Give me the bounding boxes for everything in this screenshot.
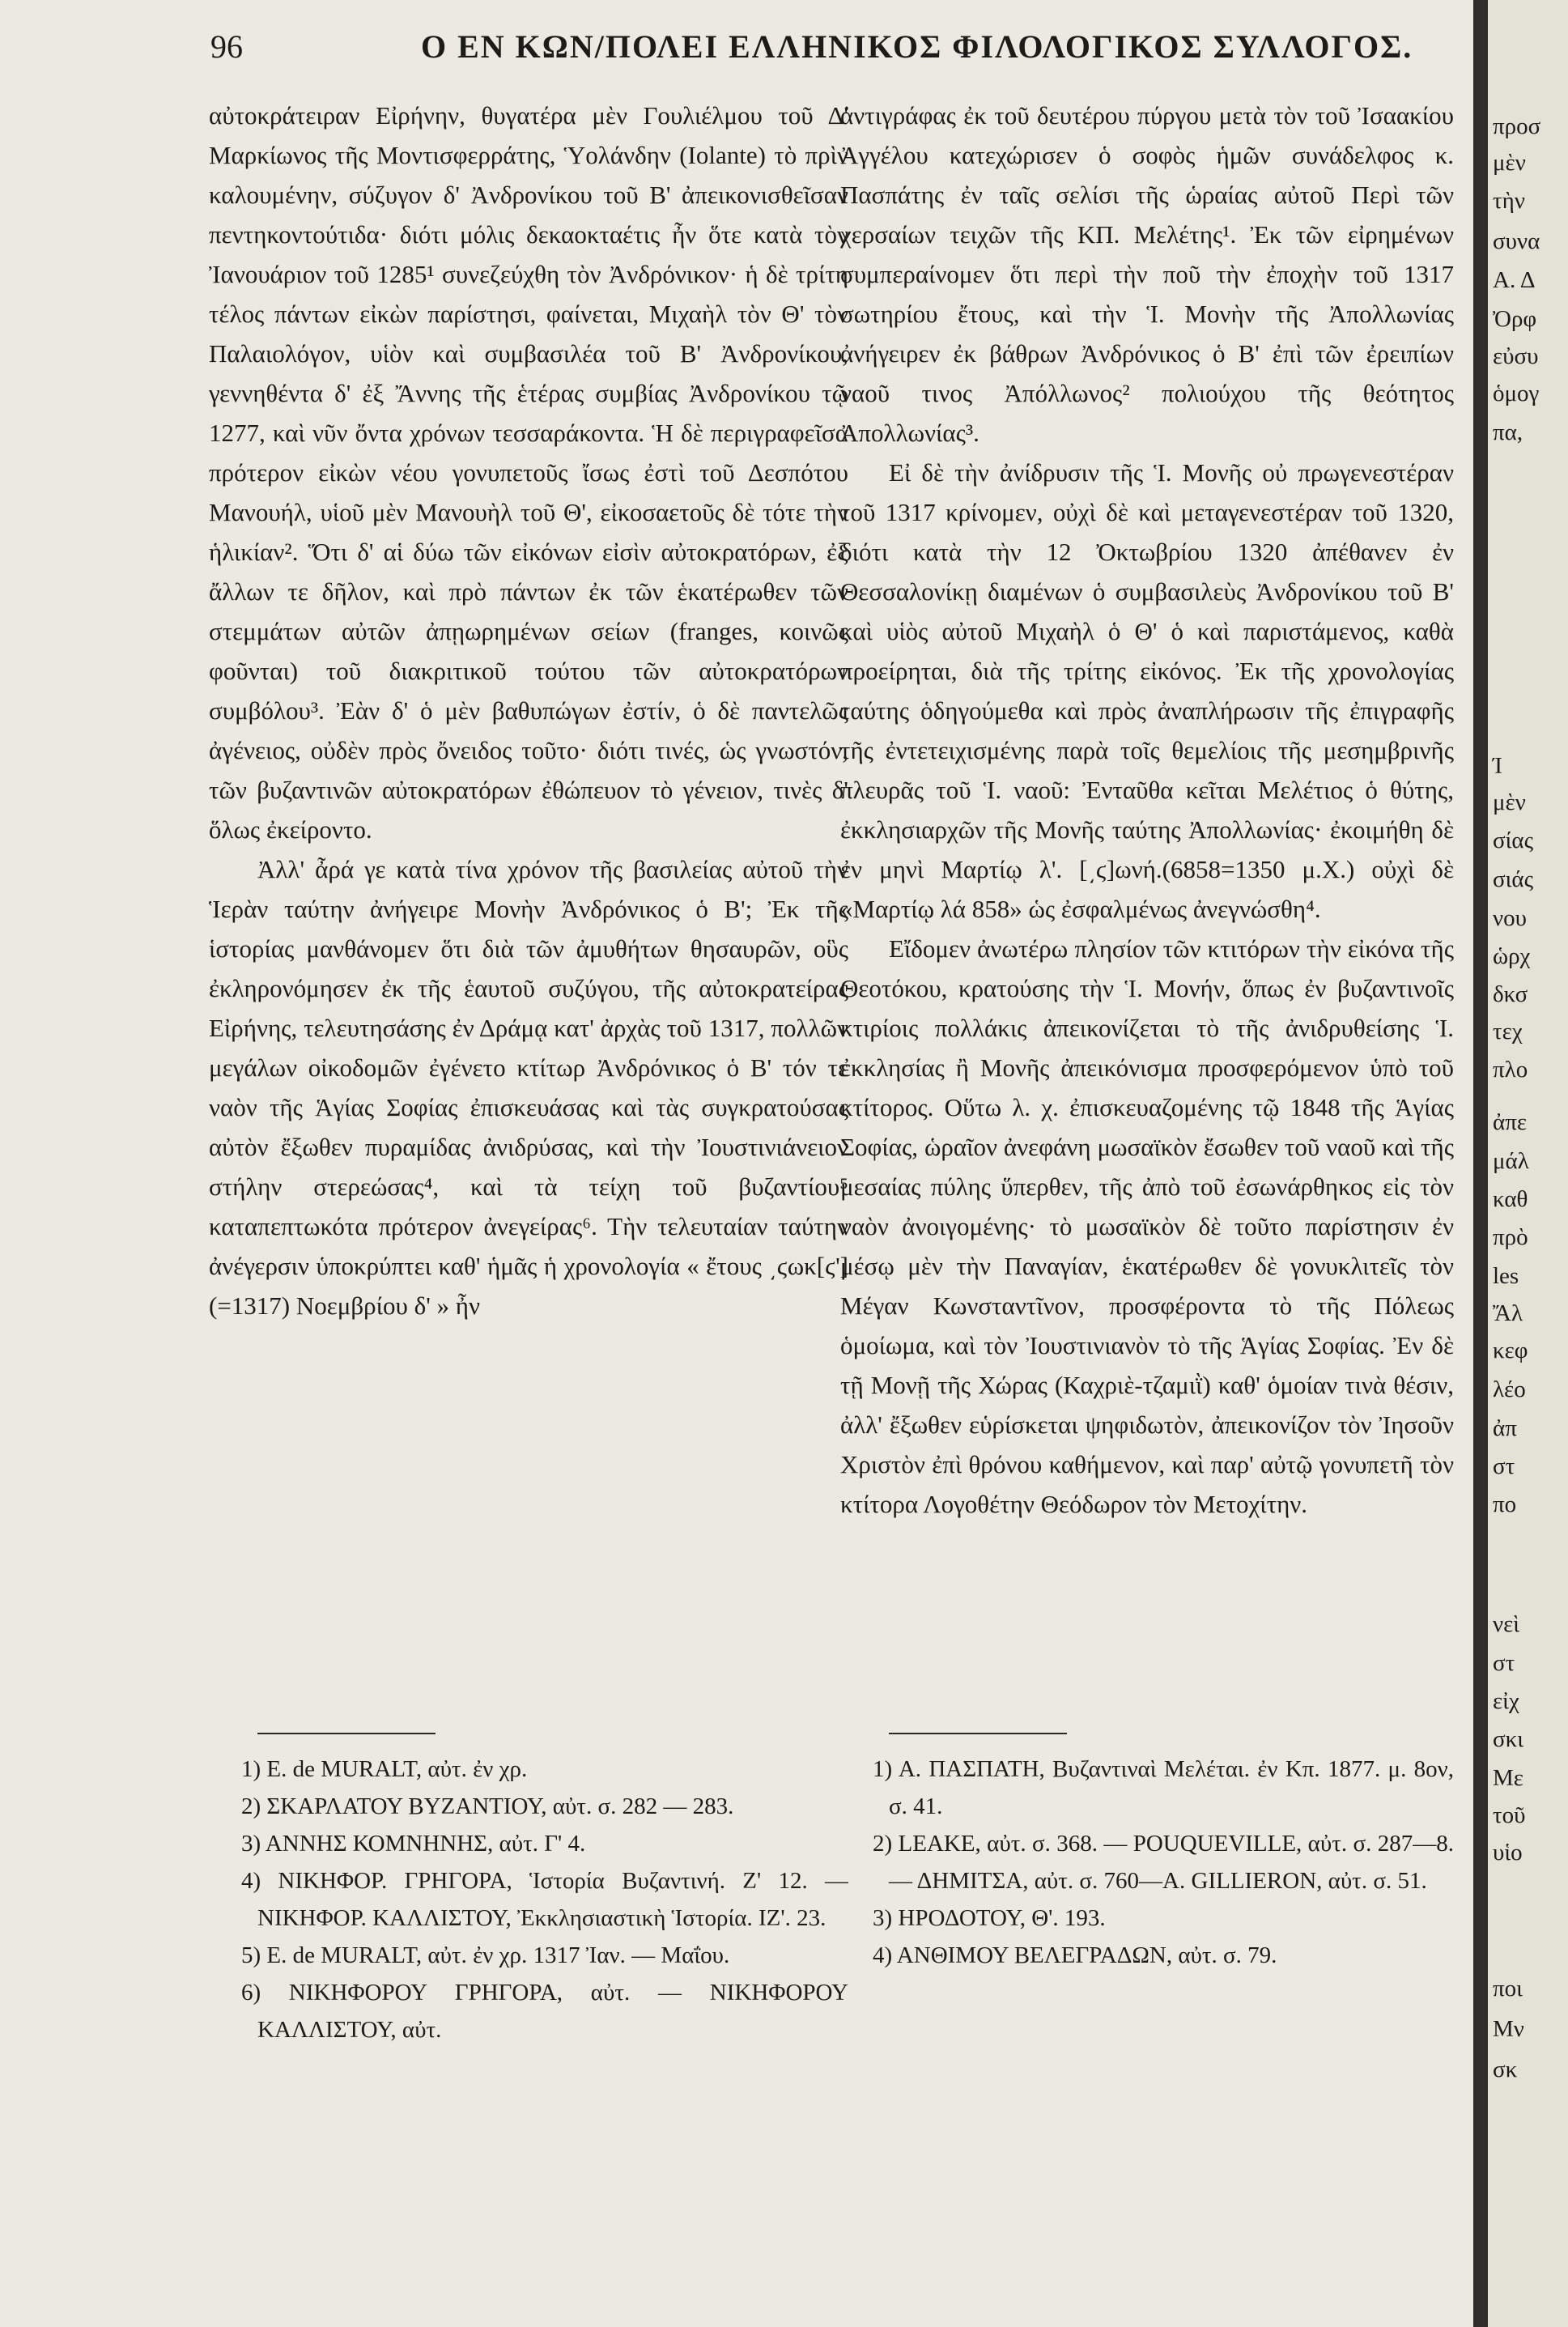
- adjacent-page-fragment: ὁμογ: [1493, 381, 1540, 406]
- adjacent-page-fragment: ὡρχ: [1493, 943, 1531, 969]
- adjacent-page-fragment: ἀπε: [1493, 1109, 1528, 1135]
- footnote-rule: [257, 1733, 436, 1734]
- footnote: 1) Α. ΠΑΣΠΑΤΗ, Βυζαντιναὶ Μελέται. ἐν Κπ. 1877. μ. 8ον, σ. 41.: [873, 1756, 1454, 1819]
- adjacent-page-fragment: υἱο: [1493, 1840, 1523, 1865]
- footnote: 6) ΝΙΚΗΦΟΡΟΥ ΓΡΗΓΟΡΑ, αὐτ. — ΝΙΚΗΦΟΡΟΥ ΚΑΛΛΙΣΤΟΥ, αὐτ.: [241, 1980, 848, 2043]
- adjacent-page-fragment: προσ: [1493, 113, 1541, 139]
- adjacent-page-fragment: σκι: [1493, 1726, 1524, 1752]
- adjacent-page-fragment: Ὀρφ: [1493, 306, 1537, 332]
- left-footnotes: [209, 1751, 848, 2048]
- paragraph: Ἀλλ' ἆρά γε κατὰ τίνα χρόνον τῆς βασιλείας αὐτοῦ τὴν Ἱερὰν ταύτην ἀνήγειρε Μονὴν Ἀνδρόνικος ὁ Β'; Ἐκ τῆς ἱστορίας μανθάνομεν ὅτι διὰ τῶν ἀμυθήτων θησαυρῶν, οὓς ἐκληρονόμησεν ἐκ τῆς ἑαυτοῦ συζύγου, τῆς αὐτοκρατείρας Εἰρήνης, τελευτησάσης ἐν Δράμᾳ κατ' ἀρχὰς τοῦ 1317, πολλῶν μεγάλων οἰκοδομῶν ἐγένετο κτίτωρ Ἀνδρόνικος ὁ Β' τόν τε ναὸν τῆς Ἁγίας Σοφίας ἐπισκευάσας καὶ τὰς συγκρατούσας αὐτὸν ἔξωθεν πυραμίδας ἀνιδρύσας, καὶ τὴν Ἰουστινιάνειον στήλην στερεώσας⁴, καὶ τὰ τείχη τοῦ βυζαντίου⁵ καταπεπτωκότα πρότερον ἀνεγείρας⁶. Τὴν τελευταίαν ταύτην ἀνέγερσιν ὑποκρύπτει καθ' ἡμᾶς ἡ χρονολογία « ἔτους ͵ϛωκ[ϛ'](=1317) Νοεμβρίου δ' » ἦν: [209, 855, 848, 1320]
- left-body-text: [209, 96, 848, 1715]
- adjacent-page-fragment: εὐσυ: [1493, 343, 1539, 369]
- adjacent-page-fragment: πα,: [1493, 419, 1523, 445]
- footnote: 2) ΣΚΑΡΛΑΤΟΥ ΒΥΖΑΝΤΙΟΥ, αὐτ. σ. 282 — 283.: [241, 1793, 734, 1819]
- adjacent-page-fragment: σιάς: [1493, 866, 1534, 892]
- footnote: 2) LEAKE, αὐτ. σ. 368. — POUQUEVILLE, αὐτ. σ. 287—8. — ΔΗΜΙΤΣΑ, αὐτ. σ. 760—Α. GILLIERON, αὐτ. σ. 51.: [873, 1831, 1454, 1894]
- adjacent-page-edge: [1488, 0, 1568, 2327]
- left-column: [209, 96, 848, 2314]
- adjacent-page-fragment: συνα: [1493, 228, 1540, 254]
- footnote: 5) E. de MURALT, αὐτ. ἐν χρ. 1317 Ἰαν. — Μαΐου.: [241, 1942, 730, 1968]
- adjacent-page-fragment: καθ: [1493, 1186, 1528, 1212]
- footnote: 4) ΑΝΘΙΜΟΥ ΒΕΛΕΓΡΑΔΩΝ, αὐτ. σ. 79.: [873, 1942, 1277, 1968]
- right-body-text: [840, 96, 1454, 1715]
- adjacent-page-fragment: τὴν: [1493, 188, 1525, 214]
- adjacent-page-fragment: σίας: [1493, 827, 1534, 853]
- adjacent-page-fragment: Ἄλ: [1493, 1300, 1523, 1326]
- running-title: Ο ΕΝ ΚΩΝ/ΠΟΛΕΙ ΕΛΛΗΝΙΚΟΣ ΦΙΛΟΛΟΓΙΚΟΣ ΣΥΛΛΟΓΟΣ.: [421, 28, 1413, 65]
- page-number: 96: [210, 28, 243, 65]
- adjacent-page-fragment: Με: [1493, 1765, 1523, 1791]
- adjacent-page-fragment: τεχ: [1493, 1019, 1523, 1044]
- adjacent-page-fragment: εἰχ: [1493, 1688, 1519, 1714]
- adjacent-page-fragment: πρὸ: [1493, 1224, 1528, 1250]
- footnote: 3) ΗΡΟΔΟΤΟΥ, Θ'. 193.: [873, 1905, 1106, 1931]
- paragraph: αὐτοκράτειραν Εἰρήνην, θυγατέρα μὲν Γουλιέλμου τοῦ Δ' Μαρκίωνος τῆς Μοντισφερράτης, Ὑολάνδην (Iolante) τὸ πρὶν καλουμένην, σύζυγον δ' Ἀνδρονίκου τοῦ Β' ἀπεικονισθεῖσαν πεντηκοντούτιδα· διότι μόλις δεκαοκταέτις ἦν ὅτε κατὰ τὸν Ἰανουάριον τοῦ 1285¹ συνεζεύχθη τὸν Ἀνδρόνικον· ἡ δὲ τρίτη τέλος πάντων εἰκὼν παρίστησι, φαίνεται, Μιχαὴλ τὸν Θ' τὸν Παλαιολόγον, υἱὸν καὶ συμβασιλέα τοῦ Β' Ἀνδρονίκου, γεννηθέντα δ' ἐξ Ἄννης τῆς ἑτέρας συμβίας Ἀνδρονίκου τῷ 1277, καὶ νῦν ὄντα χρόνων τεσσαράκοντα. Ἡ δὲ περιγραφεῖσα πρότερον εἰκὼν νέου γονυπετοῦς ἴσως ἐστὶ τοῦ Δεσπότου Μανουήλ, υἱοῦ μὲν Μανουὴλ τοῦ Θ', εἰκοσαετοῦς δὲ τότε τὴν ἡλικίαν². Ὅτι δ' αἱ δύω τῶν εἰκόνων εἰσὶν αὐτοκρατόρων, ἐξ ἄλλων τε δῆλον, καὶ πρὸ πάντων ἐκ τῶν ἑκατέρωθεν τῶν στεμμάτων αὐτῶν ἀπῃωρημένων σείων (franges, κοινῶς φοῦνται) τοῦ διακριτικοῦ τούτου τῶν αὐτοκρατόρων συμβόλου³. Ἐὰν δ' ὁ μὲν βαθυπώγων ἐστίν, ὁ δὲ παντελῶς ἀγένειος, οὐδὲν πρὸς ὄνειδος τοῦτο· διότι τινές, ὡς γνωστόν, τῶν βυζαντινῶν αὐτοκρατόρων ἐθώπευον τὸ γένειον, τινὲς δ' ὅλως ἐκείροντο.: [209, 101, 848, 844]
- right-footnotes: [840, 1751, 1454, 1974]
- paragraph: ἀντιγράφας ἐκ τοῦ δευτέρου πύργου μετὰ τὸν τοῦ Ἰσαακίου Ἀγγέλου κατεχώρισεν ὁ σοφὸς ἡμῶν συνάδελφος κ. Πασπάτης ἐν ταῖς σελίσι τῆς ὡραίας αὐτοῦ Περὶ τῶν χερσαίων τειχῶν τῆς ΚΠ. Μελέτης¹. Ἐκ τῶν εἰρημένων συμπεραίνομεν ὅτι περὶ τὴν ποῦ τὴν ἐποχὴν τοῦ 1317 σωτηρίου ἔτους, καὶ τὴν Ἱ. Μονὴν τῆς Ἀπολλωνίας ἀνήγειρεν ἐκ βάθρων Ἀνδρόνικος ὁ Β' ἐπὶ τῶν ἐρειπίων ναοῦ τινος Ἀπόλλωνος² πολιούχου τῆς θεότητος Ἀπολλωνίας³.: [840, 101, 1454, 447]
- adjacent-page-fragment: Α. Δ: [1493, 267, 1536, 293]
- adjacent-page-fragment: στ: [1493, 1453, 1515, 1479]
- adjacent-page-fragment: πλο: [1493, 1057, 1528, 1083]
- right-column: [840, 96, 1454, 2314]
- adjacent-page-fragment: δκσ: [1493, 981, 1528, 1007]
- footnote-rule: [889, 1733, 1067, 1734]
- adjacent-page-fragment: μὲν: [1493, 789, 1526, 815]
- adjacent-page-fragment: ποι: [1493, 1976, 1523, 2002]
- paragraph: Εἴδομεν ἀνωτέρω πλησίον τῶν κτιτόρων τὴν εἰκόνα τῆς Θεοτόκου, κρατούσης τὴν Ἱ. Μονήν, ὅπως ἐν βυζαντινοῖς κτιρίοις πολλάκις ἀπεικονίζεται τὸ τῆς ἀνιδρυθείσης Ἱ. ἐκκλησίας ἢ Μονῆς ἀπεικόνισμα προσφερόμενον ὑπὸ τοῦ κτίτορος. Οὕτω λ. χ. ἐπισκευαζομένης τῷ 1848 τῆς Ἁγίας Σοφίας, ὡραῖον ἀνεφάνη μωσαϊκὸν ἔσωθεν τοῦ ναοῦ καὶ τῆς μεσαίας πύλης ὕπερθεν, τῆς ἀπὸ τοῦ ἐσωνάρθηκος εἰς τὸν ναὸν ἀνοιγομένης· τὸ μωσαϊκὸν δὲ τοῦτο παρίστησιν ἐν μέσῳ μὲν τὴν Παναγίαν, ἑκατέρωθεν δὲ γονυκλιτεῖς τὸν Μέγαν Κωνσταντῖνον, προσφέροντα τὸ τῆς Πόλεως ὁμοίωμα, καὶ τὸν Ἰουστινιανὸν τὸ τῆς Ἁγίας Σοφίας. Ἐν δὲ τῇ Μονῇ τῆς Χώρας (Καχριὲ-τζαμιῒ) καθ' ὁμοίαν τινὰ θέσιν, ἀλλ' ἔξωθεν εὑρίσκεται ψηφιδωτὸν, ἀπεικονίζον τὸν Ἰησοῦν Χριστὸν ἐπὶ θρόνου καθήμενον, καὶ παρ' αὐτῷ γονυπετῆ τὸν κτίτορα Λογοθέτην Θεόδωρον τὸν Μετοχίτην.: [840, 934, 1454, 1518]
- adjacent-page-fragment: les: [1493, 1263, 1519, 1289]
- adjacent-page-fragment: σκ: [1493, 2057, 1518, 2082]
- adjacent-page-fragment: μὲν: [1493, 150, 1526, 176]
- adjacent-page-fragment: νου: [1493, 905, 1527, 931]
- footnote: 3) ΑΝΝΗΣ ΚΟΜΝΗΝΗΣ, αὐτ. Γ' 4.: [241, 1831, 586, 1857]
- running-header: [202, 18, 1465, 74]
- adjacent-page-fragment: τοῦ: [1493, 1802, 1526, 1828]
- adjacent-page-fragment: μάλ: [1493, 1148, 1529, 1174]
- adjacent-page-fragment: κεφ: [1493, 1338, 1528, 1363]
- book-gutter: [1473, 0, 1488, 2327]
- adjacent-page-fragment: νεὶ: [1493, 1611, 1520, 1637]
- adjacent-page-fragment: ἀπ: [1493, 1415, 1517, 1441]
- adjacent-page-fragment: πο: [1493, 1491, 1517, 1517]
- adjacent-page-fragment: στ: [1493, 1650, 1515, 1676]
- adjacent-page-fragment: λέο: [1493, 1376, 1526, 1402]
- footnote: 1) E. de MURALT, αὐτ. ἐν χρ.: [241, 1756, 528, 1782]
- paragraph: Εἰ δὲ τὴν ἀνίδρυσιν τῆς Ἱ. Μονῆς οὐ πρωγενεστέραν τοῦ 1317 κρίνομεν, οὐχὶ δὲ καὶ μεταγενεστέραν τοῦ 1320, διότι κατὰ τὴν 12 Ὀκτωβρίου 1320 ἀπέθανεν ἐν Θεσσαλονίκῃ διαμένων ὁ συμβασιλεὺς Ἀνδρονίκου τοῦ Β' καὶ υἱὸς αὐτοῦ Μιχαὴλ ὁ Θ' ὁ καὶ παριστάμενος, καθὰ προείρηται, διὰ τῆς τρίτης εἰκόνος. Ἐκ τῆς χρονολογίας ταύτης ὁδηγούμεθα καὶ πρὸς ἀναπλήρωσιν τῆς ἐπιγραφῆς τῆς ἐντετειχισμένης παρὰ τοῖς θεμελίοις τῆς μεσημβρινῆς πλευρᾶς τοῦ Ἱ. ναοῦ: Ἐνταῦθα κεῖται Μελέτιος ὁ θύτης, ἐκκλησιαρχῶν τῆς Μονῆς ταύτης Ἀπολλωνίας· ἐκοιμήθη δὲ ἐν μηνὶ Μαρτίῳ λ'. [͵ϛ]ωνή.(6858=1350 μ.Χ.) οὐχὶ δὲ «Μαρτίῳ λά 858» ὡς ἐσφαλμένως ἀνεγνώσθη⁴.: [840, 458, 1454, 923]
- adjacent-page-fragment: Μν: [1493, 2016, 1524, 2042]
- adjacent-page-fragment: Ί: [1493, 753, 1502, 779]
- footnote: 4) ΝΙΚΗΦΟΡ. ΓΡΗΓΟΡΑ, Ἱστορία Βυζαντινή. Ζ' 12. — ΝΙΚΗΦΟΡ. ΚΑΛΛΙΣΤΟΥ, Ἐκκλησιαστικὴ Ἱστορία. ΙΖ'. 23.: [241, 1868, 848, 1931]
